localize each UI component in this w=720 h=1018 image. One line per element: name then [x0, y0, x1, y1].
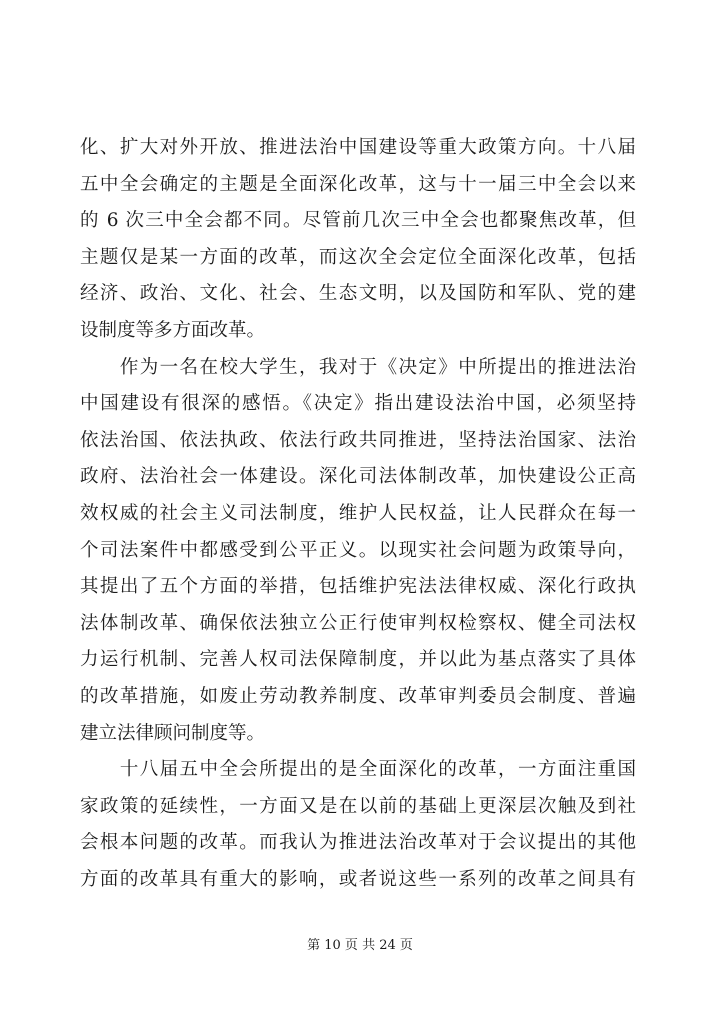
text-line: 方面的改革具有重大的影响，或者说这些一系列的改革之间具有: [80, 868, 636, 890]
document-body: [80, 130, 636, 898]
page-footer: 第 10 页 共 24 页: [307, 938, 413, 953]
text-line: 依法治国、依法执政、依法行政共同推进，坚持法治国家、法治: [80, 429, 636, 451]
text-line: 政府、法治社会一体建设。深化司法体制改革，加快建设公正高: [80, 466, 636, 488]
text-line: 力运行机制、完善人权司法保障制度，并以此为基点落实了具体: [80, 649, 636, 671]
text-line: 中国建设有很深的感悟。《决定》指出建设法治中国，必须坚持: [80, 393, 636, 415]
text-line: 的 6 次三中全会都不同。尽管前几次三中全会也都聚焦改革，但: [80, 210, 636, 232]
text-line: 法体制改革、确保依法独立公正行使审判权检察权、健全司法权: [80, 612, 636, 634]
text-line: 经济、政治、文化、社会、生态文明，以及国防和军队、党的建: [80, 283, 636, 305]
text-line: 作为一名在校大学生，我对于《决定》中所提出的推进法治: [80, 356, 636, 378]
text-line: 十八届五中全会所提出的是全面深化的改革，一方面注重国: [80, 759, 636, 781]
text-line: 个司法案件中都感受到公平正义。以现实社会问题为政策导向，: [80, 539, 636, 561]
text-line: 家政策的延续性，一方面又是在以前的基础上更深层次触及到社: [80, 795, 636, 817]
text-line: 建立法律顾问制度等。: [80, 722, 266, 744]
text-line: 其提出了五个方面的举措，包括维护宪法法律权威、深化行政执: [80, 576, 636, 598]
text-line: 五中全会确定的主题是全面深化改革，这与十一届三中全会以来: [80, 173, 636, 195]
text-line: 化、扩大对外开放、推进法治中国建设等重大政策方向。十八届: [80, 137, 636, 158]
text-line: 效权威的社会主义司法制度，维护人民权益，让人民群众在每一: [80, 502, 636, 524]
text-line: 的改革措施，如废止劳动教养制度、改革审判委员会制度、普遍: [80, 685, 636, 707]
text-line: 设制度等多方面改革。: [80, 319, 266, 341]
text-line: 主题仅是某一方面的改革，而这次全会定位全面深化改革，包括: [80, 246, 636, 268]
text-line: 会根本问题的改革。而我认为推进法治改革对于会议提出的其他: [80, 832, 636, 854]
